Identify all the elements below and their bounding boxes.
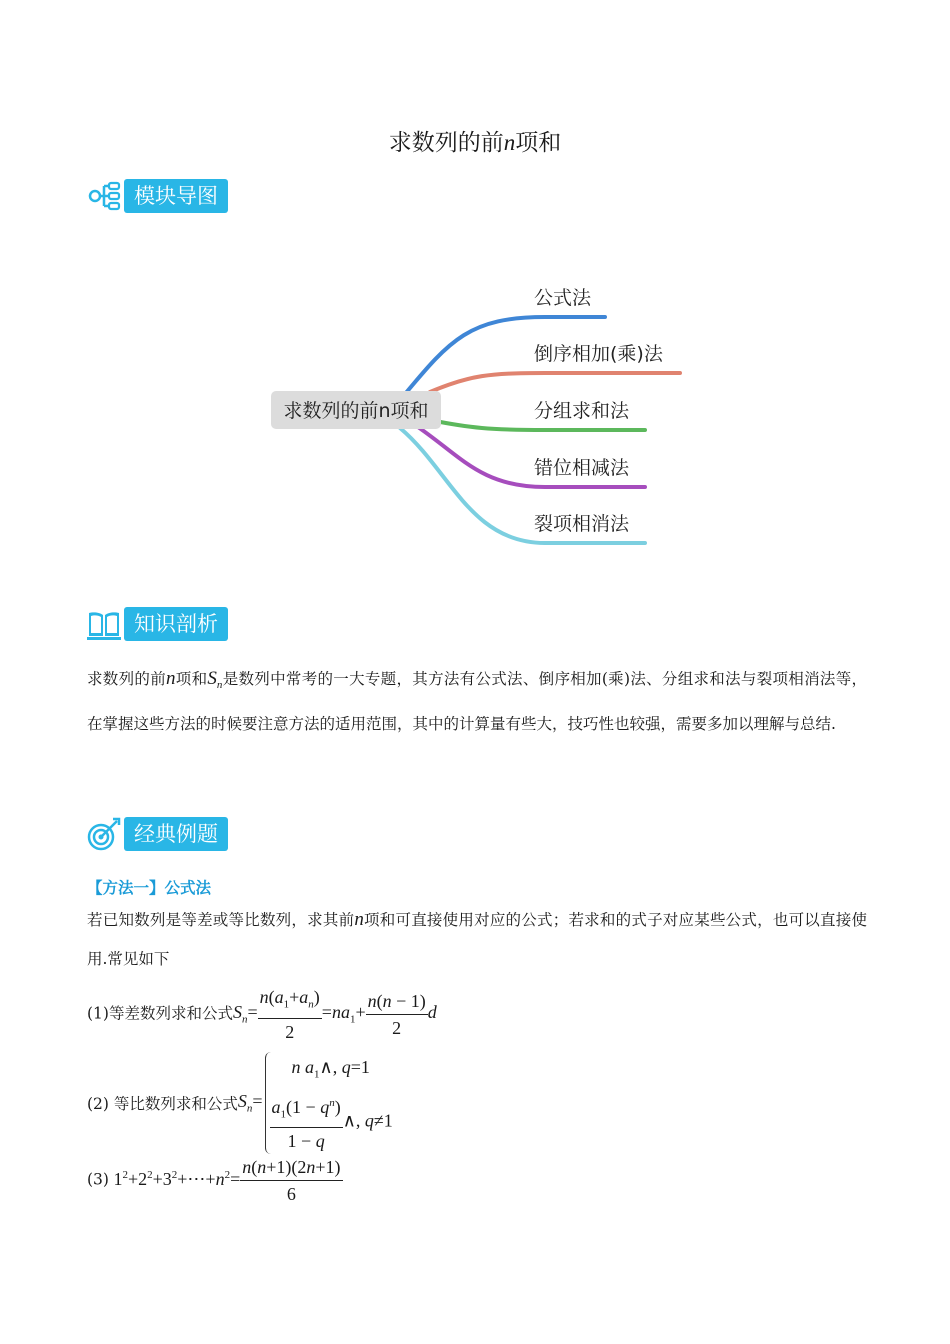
formula-arithmetic: (1)等差数列求和公式$S_n=$ $\frac{n(a_1+a_n)}{2}$ $=na_1+$ $\frac{n(n - 1)}{2}$ d [87,984,437,1045]
formula-geometric: (2) 等比数列求和公式 $S_n=$ n $a_1\wedge$, q=1 $\frac{a_1(1 - q^n)}{1 - q}$ ∧, q≠1 [87,1052,393,1154]
section-label: 经典例题 [124,817,228,851]
method-heading: 【方法一】公式法 [87,878,212,897]
section-label: 模块导图 [124,179,228,213]
section-header-knowledge [86,606,228,642]
branch-label: 裂项相消法 [534,513,630,535]
formula-squares: (3) $1^2+2^2+3^2+\cdots+n^2=$ $\frac{n(n+1)(2n+1)}{6}$ [87,1154,343,1207]
knowledge-paragraph: 求数列的前n项和$S_n$是数列中常考的一大专题，其方法有公式法、倒序相加(乘)法、分组求和法与裂项相消法等，在掌握这些方法的时候要注意方法的适用范围，其中的计算量有些大，技巧性也较强，需要多加以理解与总结. [87,668,867,734]
book-icon [86,606,122,642]
target-icon [86,816,122,852]
branch-label: 错位相减法 [534,457,630,479]
branch-label: 倒序相加(乘)法 [534,343,663,365]
section-label: 知识剖析 [124,607,228,641]
mind-map [0,270,950,570]
section-header-examples [86,816,228,852]
branch-label: 公式法 [534,287,592,309]
mindmap-icon [86,178,122,214]
page-title: 求数列的前n项和 [388,130,562,156]
branch-label: 分组求和法 [534,400,630,422]
method-intro: 若已知数列是等差或等比数列，求其前n项和可直接使用对应的公式；若求和的式子对应某些公式，也可以直接使用.常见如下 [87,909,867,968]
mindmap-root: 求数列的前n项和 [283,400,429,422]
branch-line-2 [430,373,680,392]
section-header-mindmap [86,178,228,214]
